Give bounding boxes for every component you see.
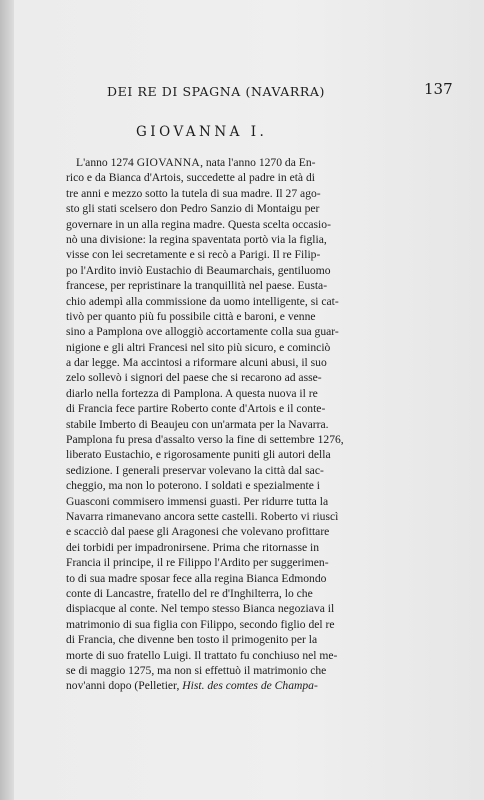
text-line: visse con lei secretamente e si recò a Parigi. Il re Filip- xyxy=(66,248,321,262)
text-line: chio adempì alla commissione da uomo intelligente, si cat- xyxy=(66,294,339,308)
text-line: cheggio, ma non lo poterono. I soldati e spezialmente i xyxy=(66,479,321,493)
text-line: stabile Imberto di Beaujeu con un'armata per la Navarra. xyxy=(66,417,329,431)
text-line: matrimonio di sua figlia con Filippo, secondo figlio del re xyxy=(66,617,335,631)
page-gutter xyxy=(0,0,14,800)
text-line: se di maggio 1275, ma non si effettuò il matrimonio che xyxy=(66,663,327,677)
paragraph-last-line xyxy=(66,678,466,693)
text-line: a dar legge. Ma accintosi a riformare alcuni abusi, il suo xyxy=(66,356,327,370)
text-line: di Francia, che divenne ben tosto il primogenito per la xyxy=(66,633,318,647)
text-line: diarlo nella fortezza di Pamplona. A questa nuova il re xyxy=(66,386,318,400)
text-line: nigione e gli altri Francesi nel sito più sicuro, e cominciò xyxy=(66,340,331,354)
text-line: dei torbidi per impadronirsene. Prima che ritornasse in xyxy=(66,540,320,554)
text-line: morte di suo fratello Luigi. Il trattato fu conchiuso nel me- xyxy=(66,648,338,662)
last-line-start: nov'anni dopo (Pelletier, xyxy=(66,679,183,693)
text-line: sedizione. I generali preservar volevano la città dal sac- xyxy=(66,463,324,477)
text-line: Francia il principe, il re Filippo l'Ardito per suggerimen- xyxy=(66,556,329,570)
text-line: to di sua madre sposar fece alla regina Bianca Edmondo xyxy=(66,571,327,585)
body-paragraph xyxy=(66,155,466,694)
text-line: sino a Pamplona ove alloggiò accortamente colla sua guar- xyxy=(66,325,339,339)
first-line-start: L'anno 1274 xyxy=(76,156,137,169)
text-line: nò una divisione: la regina spaventata portò via la figlia, xyxy=(66,232,327,246)
text-line: rico e da Bianca d'Artois, succedette al padre in età di xyxy=(66,171,315,185)
first-line-rest: , nata l'anno 1270 da En- xyxy=(200,156,316,169)
text-line: tivò per quanto più fu possibile città e baroni, e venne xyxy=(66,309,316,323)
text-line: dispiacque al conte. Nel tempo stesso Bianca negoziava il xyxy=(66,602,335,616)
section-title: GIOVANNA I. xyxy=(136,124,268,140)
text-line: governare in un alla regina madre. Questa scelta occasio- xyxy=(66,217,331,231)
text-line: francese, per repristinare la tranquillità nel paese. Eusta- xyxy=(66,279,328,293)
text-line: tre anni e mezzo sotto la tutela di sua madre. Il 27 ago- xyxy=(66,186,321,200)
text-line: conte di Lancastre, fratello del re d'Inghilterra, lo che xyxy=(66,586,313,600)
text-line: di Francia fece partire Roberto conte d'Artois e il conte- xyxy=(66,402,326,416)
text-line: e scacciò dal paese gli Aragonesi che volevano profittare xyxy=(66,525,330,539)
citation-title: Hist. des comtes de Champa- xyxy=(182,679,318,693)
text-line: po l'Ardito inviò Eustachio di Beaumarchais, gentiluomo xyxy=(66,263,331,277)
running-header: DEI RE DI SPAGNA (NAVARRA) xyxy=(107,84,326,99)
text-line: sto gli stati scelsero don Pedro Sanzio di Montaigu per xyxy=(66,202,320,216)
text-line: Navarra rimanevano ancora sette castelli. Roberto vi riuscì xyxy=(66,509,339,523)
text-line: Guasconi commisero immensi guasti. Per ridurre tutta la xyxy=(66,494,329,508)
paragraph-first-line xyxy=(66,155,466,170)
text-line: Pamplona fu presa d'assalto verso la fine di settembre 1276, xyxy=(66,433,344,447)
page-number: 137 xyxy=(424,80,453,98)
first-line-name: GIOVANNA xyxy=(136,156,201,169)
text-line: liberato Eustachio, e rigorosamente puniti gli autori della xyxy=(66,448,331,462)
text-line: zelo sollevò i signori del paese che si recarono ad asse- xyxy=(66,371,322,385)
